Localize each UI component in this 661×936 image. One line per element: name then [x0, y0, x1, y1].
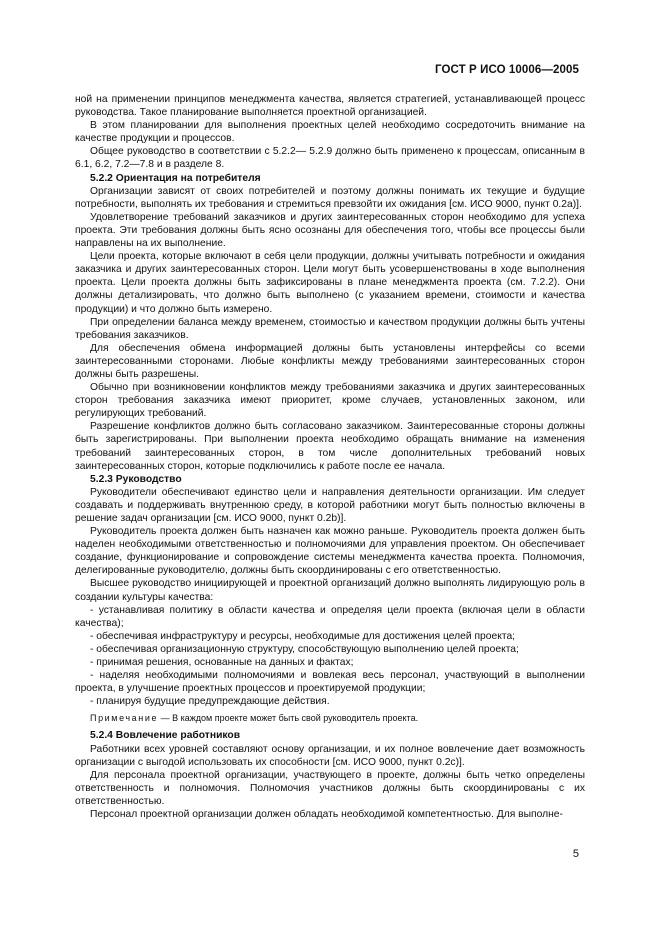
paragraph: Персонал проектной организации должен обладать необходимой компетентностью. Для выполне-	[90, 808, 563, 820]
paragraph: Для персонала проектной организации, участвующего в проекте, должны быть четко определены ответственность и полномочия. Полномочия участников должны быть скоординированы с их ответственностью.	[75, 769, 585, 807]
paragraph: Обычно при возникновении конфликтов между требованиями заказчика и других заинтересованных сторон требования заказчика имеют приоритет, кроме случаев, установленных законом, или регулирующих требований.	[75, 382, 585, 420]
list-item: - устанавливая политику в области качества и определяя цели проекта (включая цели в области качества);	[75, 604, 585, 629]
list-item: - наделяя необходимыми полномочиями и вовлекая весь персонал, участвующий в выполнении проекта, в улучшение проектных процессов и проектируемой продукции;	[75, 670, 585, 695]
note-text: — В каждом проекте может быть свой руководитель проекта.	[158, 713, 419, 724]
paragraph: Цели проекта, которые включают в себя цели продукции, должны учитывать потребности и ожидания заказчика и других заинтересованных сторон. Цели могут быть усовершенствованы в ходе выполнения проекта. Цели проекта должны быть зафиксированы в плане менеджмента проекта (см. 7.2.2). Они должны детализировать, что должно быть выполнено (с указанием времени, стоимости и качества продукции) и что должно быть измерено.	[75, 251, 585, 315]
paragraph: При определении баланса между временем, стоимостью и качеством продукции должны быть учтены требования заказчиков.	[75, 316, 585, 341]
paragraph: Работники всех уровней составляют основу организации, и их полное вовлечение дает возможность организации с выгодой использовать их способности [см. ИСО 9000, пункт 0.2с)].	[75, 743, 585, 768]
note-label: Примечание	[90, 713, 159, 724]
section-heading-5-2-2: 5.2.2 Ориентация на потребителя	[90, 172, 261, 184]
page-number: 5	[572, 848, 579, 860]
paragraph: Удовлетворение требований заказчиков и других заинтересованных сторон необходимо для успеха проекта. Эти требования должны быть ясно осознаны для обеспечения того, чтобы все процессы были направлены на их выполнение.	[75, 211, 585, 250]
paragraph: Для обеспечения обмена информацией должны быть установлены интерфейсы со всеми заинтересованными сторонами. Любые конфликты между требованиями заинтересованных сторон должны быть разрешены.	[75, 342, 585, 380]
list-item: - обеспечивая инфраструктуру и ресурсы, необходимые для достижения целей проекта;	[90, 630, 516, 642]
document-header: ГОСТ Р ИСО 10006—2005	[434, 64, 579, 76]
paragraph: Высшее руководство инициирующей и проектной организаций должно выполнять лидирующую роль в создании культуры качества:	[75, 578, 585, 603]
list-item: - планируя будущие предупреждающие действия.	[90, 696, 330, 708]
section-heading-5-2-3: 5.2.3 Руководство	[90, 473, 182, 485]
paragraph-continuation: ной на применении принципов менеджмента качества, является стратегией, устанавливающей процесс руководства. Такое планирование выполняется проектной организацией.	[75, 94, 585, 119]
paragraph: Организации зависят от своих потребителей и поэтому должны понимать их текущие и будущие потребности, выполнять их требования и стремиться превзойти их ожидания [см. ИСО 9000, пункт 0.2а)].	[75, 185, 585, 210]
paragraph: В этом планировании для выполнения проектных целей необходимо сосредоточить внимание на качестве продукции и процессов.	[75, 120, 585, 145]
list-item: - обеспечивая организационную структуру, способствующую выполнению целей проекта;	[90, 643, 519, 655]
paragraph: Руководитель проекта должен быть назначен как можно раньше. Руководитель проекта должен быть наделен необходимыми ответственностью и полномочиями для управления проектом. Он обеспечивает создание, функционирование и сопровождение системы менеджмента качества проекта. Полномочия, делегированные руководителю, должны быть скоординированы с его ответственностью.	[75, 526, 585, 577]
paragraph: Разрешение конфликтов должно быть согласовано заказчиком. Заинтересованные стороны должны быть зарегистрированы. При выполнении проекта необходимо обращать внимание на изменения требований заинтересованных сторон, в том числе дополнительных требований новых заинтересованных сторон, которые подключились к работе после ее начала.	[75, 421, 585, 472]
page-content	[75, 93, 585, 821]
note	[75, 712, 585, 724]
paragraph: Общее руководство в соответствии с 5.2.2— 5.2.9 должно быть применено к процессам, описанным в 6.1, 6.2, 7.2—7.8 и в разделе 8.	[75, 146, 585, 171]
paragraph: Руководители обеспечивают единство цели и направления деятельности организации. Им следует создавать и поддерживать внутреннюю среду, в которой работники могут быть полностью включены в решение задач организации [см. ИСО 9000, пункт 0.2b)].	[75, 486, 585, 524]
section-heading-5-2-4: 5.2.4 Вовлечение работников	[90, 730, 241, 742]
list-item: - принимая решения, основанные на данных и фактах;	[90, 657, 354, 669]
